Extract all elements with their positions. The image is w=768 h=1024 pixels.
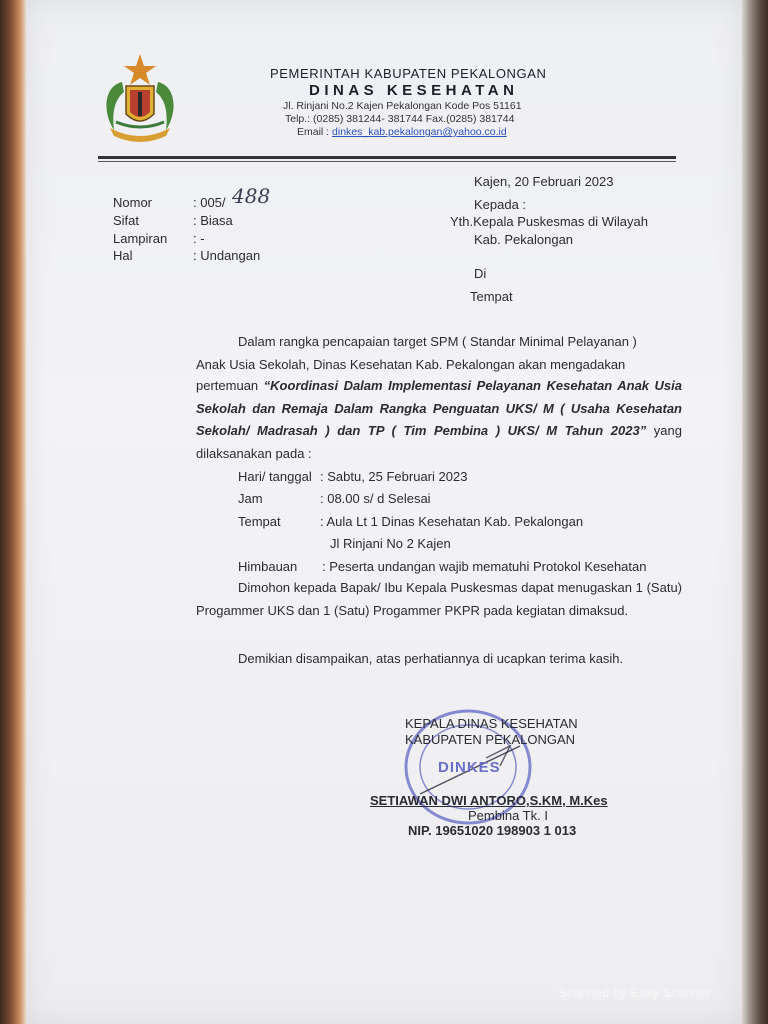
letterhead-phone: Telp.: (0285) 381244- 381744 Fax.(0285) 381744 (285, 113, 515, 125)
lampiran-value: : - (193, 231, 205, 246)
sifat-label: Sifat (113, 213, 140, 228)
lampiran-label: Lampiran (113, 231, 168, 246)
sifat-value: : Biasa (193, 213, 233, 228)
tempat-label: Tempat (238, 514, 281, 529)
email-label: Email : (297, 126, 330, 138)
background-right-edge (742, 0, 768, 1024)
body-p1-line1: Dalam rangka pencapaian target SPM ( Standar Minimal Pelayanan ) (238, 334, 637, 349)
body-p1-suffix: yang dilaksanakan pada : (196, 423, 682, 461)
hari-label: Hari/ tanggal (238, 469, 312, 484)
hal-value: : Undangan (193, 248, 261, 263)
signature-nip: NIP. 19651020 198903 1 013 (408, 823, 577, 838)
closing-p2: Dimohon kepada Bapak/ Ibu Kepala Puskesmas dapat menugaskan 1 (Satu) Progammer UKS dan 1 (Satu) Progammer PKPR pada kegiatan dimaksud. (196, 580, 682, 618)
tempat-value: : Aula Lt 1 Dinas Kesehatan Kab. Pekalongan (320, 514, 584, 529)
closing-p3: Demikian disampaikan, atas perhatiannya di ucapkan terima kasih. (238, 651, 624, 666)
letterhead-divider-thin (98, 161, 676, 162)
letterhead-email-row (297, 126, 507, 138)
body-p1-prefix: pertemuan (196, 378, 259, 393)
nomor-label: Nomor (113, 195, 153, 210)
date-line: Kajen, 20 Februari 2023 (474, 174, 614, 189)
recipient-yth: Yth.Kepala Puskesmas di Wilayah (450, 214, 648, 229)
background-left-edge (0, 0, 26, 1024)
recipient-kepada: Kepada : (474, 197, 527, 212)
scanner-watermark: Scanned by Easy Scanner (558, 985, 712, 1000)
signature-rank: Pembina Tk. I (468, 808, 548, 823)
himbauan-value: : Peserta undangan wajib mematuhi Protokol Kesehatan (322, 559, 647, 574)
recipient-di: Di (474, 266, 487, 281)
email-link[interactable]: dinkes_kab.pekalongan@yahoo.co.id (332, 126, 507, 138)
signature-title2: KABUPATEN PEKALONGAN (405, 732, 576, 747)
signature-title1: KEPALA DINAS KESEHATAN (405, 716, 578, 731)
letterhead-address: Jl. Rinjani No.2 Kajen Pekalongan Kode Pos 51161 (283, 100, 522, 112)
letter-paper (26, 0, 742, 1024)
body-p1-line2: Anak Usia Sekolah, Dinas Kesehatan Kab. Pekalongan akan mengadakan (196, 357, 626, 372)
hal-label: Hal (113, 248, 133, 263)
himbauan-label: Himbauan (238, 559, 298, 574)
hari-value: : Sabtu, 25 Februari 2023 (320, 469, 468, 484)
signature-name: SETIAWAN DWI ANTORO,S.KM, M.Kes (370, 793, 608, 808)
tempat-value-2: Jl Rinjani No 2 Kajen (330, 536, 451, 551)
letterhead-line1: PEMERINTAH KABUPATEN PEKALONGAN (270, 66, 547, 81)
letterhead-divider (98, 156, 676, 159)
nomor-value: : 005/ (193, 195, 226, 210)
stamp-text: DINKES (438, 759, 501, 776)
recipient-tempat: Tempat (470, 289, 513, 304)
body-p1-rest (196, 375, 682, 465)
letterhead-line2: DINAS KESEHATAN (309, 82, 519, 99)
nomor-handwritten: 488 (232, 184, 271, 208)
jam-value: : 08.00 s/ d Selesai (320, 491, 431, 506)
event-title: “Koordinasi Dalam Implementasi Pelayanan Kesehatan Anak Usia Sekolah dan Remaja Dalam Rangka Penguatan UKS/ M ( Usaha Kesehatan Sekolah/ Madrasah ) dan TP ( Tim Pembina ) UKS/ M Tahun 2023” (196, 378, 683, 438)
recipient-kab: Kab. Pekalongan (474, 232, 574, 247)
coat-of-arms-icon (100, 52, 180, 142)
jam-label: Jam (238, 491, 263, 506)
